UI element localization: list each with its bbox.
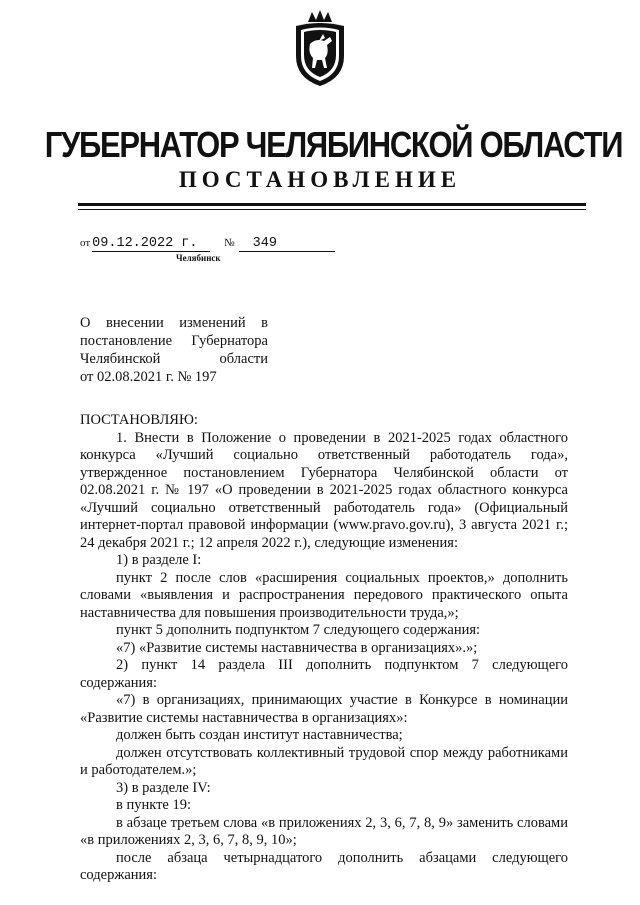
body-paragraph: в абзаце третьем слова «в приложениях 2, 3, 6, 7, 8, 9» заменить словами «в приложениях 2, 3, 6, 7, 8, 9, 10»; bbox=[80, 814, 568, 848]
document-type: ПОСТАНОВЛЕНИЕ bbox=[178, 167, 462, 192]
subject-line: О внесении изменений в bbox=[80, 315, 268, 331]
date-prefix: от bbox=[80, 237, 91, 249]
body-paragraph: 3) в разделе IV: bbox=[116, 779, 211, 796]
body-paragraph: пункт 5 дополнить подпунктом 7 следующего содержания: bbox=[116, 622, 481, 638]
document-meta bbox=[80, 236, 335, 252]
subject-line: Челябинской области bbox=[80, 351, 268, 367]
document-body bbox=[80, 412, 568, 885]
resolution-heading: ПОСТАНОВЛЯЮ: bbox=[80, 412, 198, 428]
body-paragraph: пункт 2 после слов «расширения социальных проектов,» дополнить словами «выявления и распространения передового практического опыта наставничества для повышения производительности труда,»; bbox=[80, 569, 568, 621]
subject-line: от 02.08.2021 г. № 197 bbox=[80, 369, 217, 385]
document-number: 349 bbox=[239, 236, 335, 252]
governor-title: ГУБЕРНАТОР ЧЕЛЯБИНСКОЙ ОБЛАСТИ bbox=[44, 124, 623, 165]
document-date: 09.12.2022 г. bbox=[92, 236, 210, 252]
body-paragraph: «7) «Развитие системы наставничества в организациях».»; bbox=[116, 639, 478, 656]
body-paragraph: 2) пункт 14 раздела III дополнить подпунктом 7 следующего содержания: bbox=[80, 657, 568, 691]
coat-of-arms-emblem bbox=[290, 8, 350, 88]
body-paragraph: после абзаца четырнадцатого дополнить абзацами следующего содержания: bbox=[80, 849, 568, 883]
body-paragraph: 1) в разделе I: bbox=[116, 552, 202, 568]
body-paragraph: «7) в организациях, принимающих участие в Конкурсе в номинации «Развитие системы наставничества в организациях»: bbox=[80, 692, 568, 726]
document-subject bbox=[80, 314, 268, 386]
header-divider-thin bbox=[78, 209, 586, 210]
body-paragraph: должен отсутствовать коллективный трудовой спор между работниками и работодателем.»; bbox=[80, 744, 568, 778]
subject-line: постановление Губернатора bbox=[80, 333, 268, 349]
document-city: Челябинск bbox=[176, 253, 221, 263]
body-paragraph: в пункте 19: bbox=[116, 797, 192, 813]
body-paragraph: 1. Внести в Положение о проведении в 2021-2025 годах областного конкурса «Лучший социально ответственный работодатель года», утвержденное постановлением Губернатора Челябинской области от 02.08.2021 г. № 197 «О проведении в 2021-2025 годах областного конкурса «Лучший социально ответственный работодатель года» (Официальный интернет-портал правовой информации (www.pravo.gov.ru), 3 августа 2021 г.; 24 декабря 2021 г.; 12 апреля 2022 г.), следующие изменения: bbox=[80, 429, 568, 551]
body-paragraph: должен быть создан институт наставничества; bbox=[116, 727, 403, 743]
number-label: № bbox=[224, 237, 235, 249]
header-divider-thick bbox=[78, 203, 586, 206]
